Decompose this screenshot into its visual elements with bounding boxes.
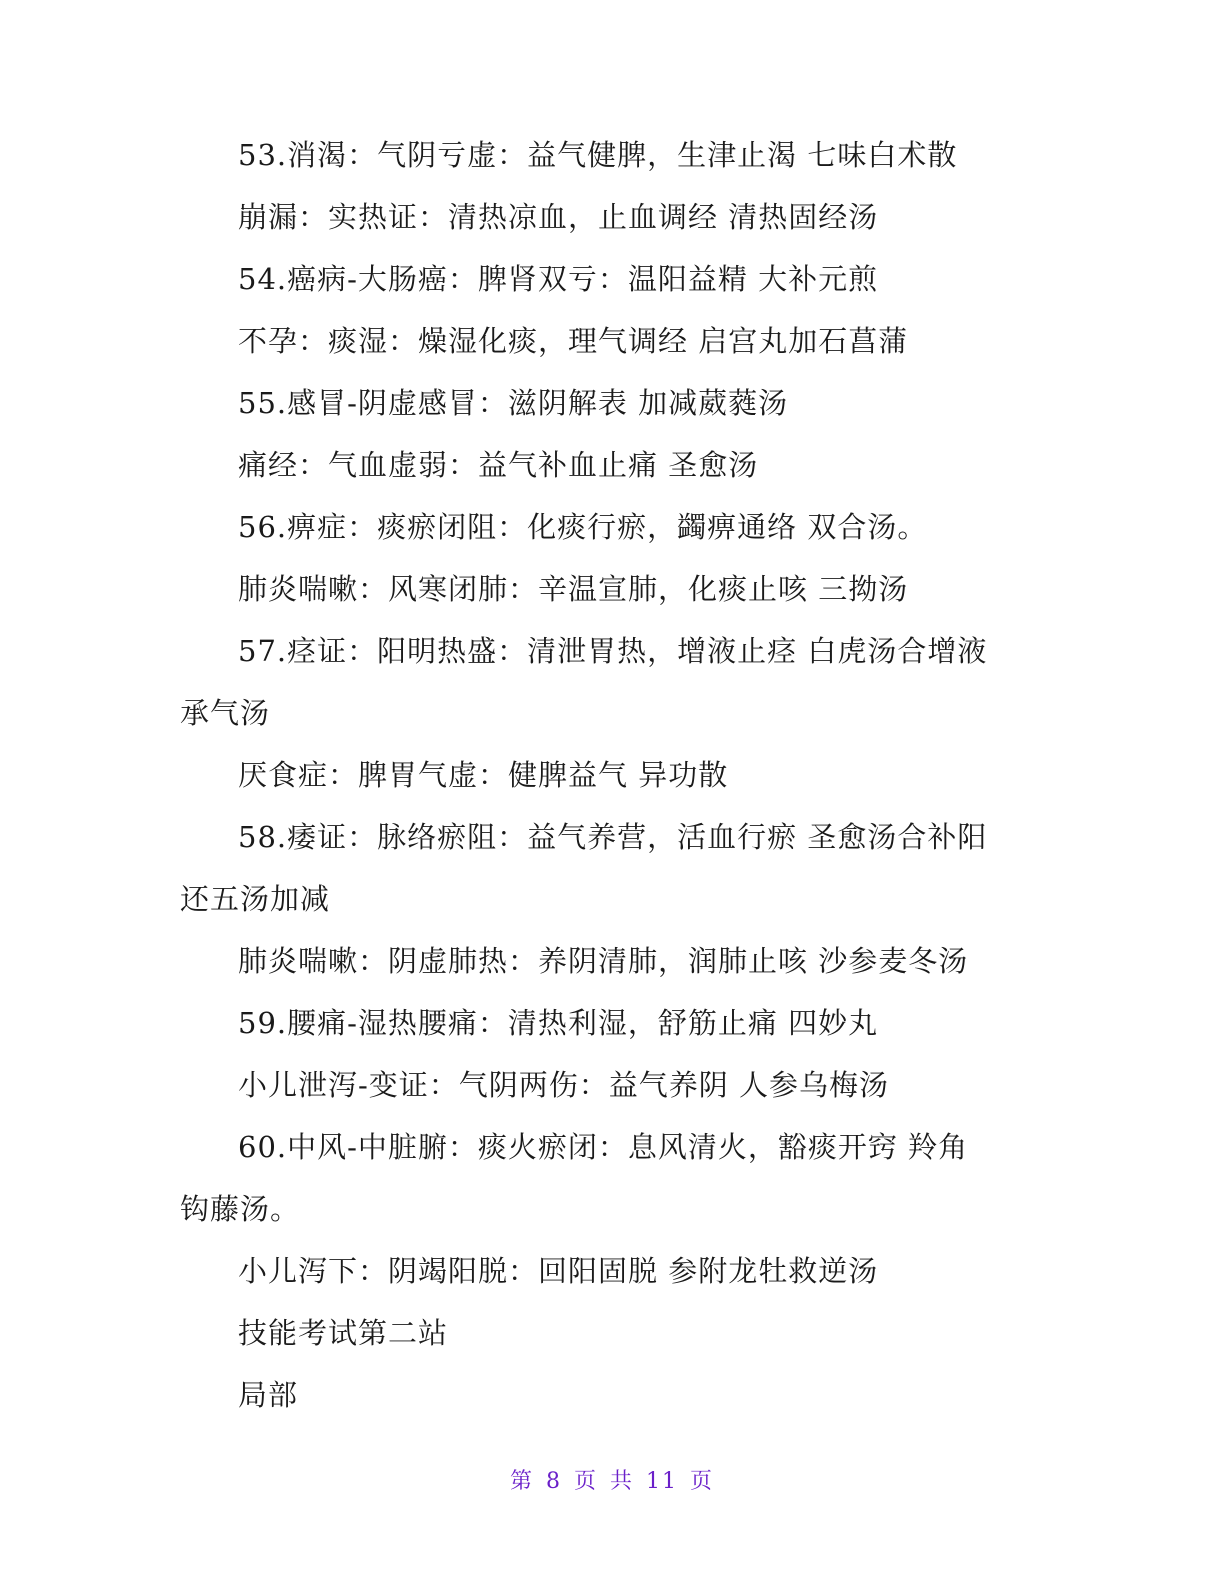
text-line: 56.痹症：痰瘀闭阻：化痰行瘀，蠲痹通络 双合汤。: [238, 510, 928, 544]
text-line: 小儿泄泻-变证：气阴两伤：益气养阴 人参乌梅汤: [238, 1068, 890, 1102]
footer-page-number: 8: [545, 1469, 562, 1494]
text-line: 小儿泻下：阴竭阳脱：回阳固脱 参附龙牡救逆汤: [238, 1254, 879, 1288]
footer-di: 第: [509, 1469, 534, 1494]
text-line: 55.感冒-阴虚感冒：滋阴解表 加减葳蕤汤: [238, 386, 789, 420]
text-line-continuation: 承气汤: [180, 696, 271, 730]
footer-ye: 页: [690, 1469, 715, 1494]
text-line-continuation: 钩藤汤。: [180, 1192, 301, 1226]
footer-ye: 页: [573, 1469, 598, 1494]
text-line: 不孕：痰湿：燥湿化痰，理气调经 启宫丸加石菖蒲: [238, 324, 909, 358]
text-line: 54.癌病-大肠癌：脾肾双亏：温阳益精 大补元煎: [238, 262, 879, 296]
footer-total-pages: 11: [646, 1469, 679, 1494]
document-body: [180, 124, 1040, 1426]
text-line: 57.痉证：阳明热盛：清泄胃热，增液止痉 白虎汤合增液: [238, 634, 988, 668]
text-line: 58.痿证：脉络瘀阻：益气养营，活血行瘀 圣愈汤合补阳: [238, 820, 988, 854]
footer-gong: 共: [610, 1469, 635, 1494]
text-line: 崩漏：实热证：清热凉血，止血调经 清热固经汤: [238, 200, 879, 234]
text-line-continuation: 还五汤加减: [180, 882, 331, 916]
text-line: 痛经：气血虚弱：益气补血止痛 圣愈汤: [238, 448, 759, 482]
text-line: 厌食症：脾胃气虚：健脾益气 异功散: [238, 758, 729, 792]
section-heading: 技能考试第二站: [238, 1316, 449, 1350]
text-line: 肺炎喘嗽：风寒闭肺：辛温宣肺，化痰止咳 三拗汤: [238, 572, 909, 606]
text-line: 60.中风-中脏腑：痰火瘀闭：息风清火，豁痰开窍 羚角: [238, 1130, 969, 1164]
text-line: 53.消渴：气阴亏虚：益气健脾，生津止渴 七味白术散: [238, 138, 958, 172]
subsection-heading: 局部: [238, 1378, 299, 1412]
text-line: 肺炎喘嗽：阴虚肺热：养阴清肺，润肺止咳 沙参麦冬汤: [238, 944, 969, 978]
page-footer: [0, 1464, 1224, 1495]
text-line: 59.腰痛-湿热腰痛：清热利湿，舒筋止痛 四妙丸: [238, 1006, 879, 1040]
